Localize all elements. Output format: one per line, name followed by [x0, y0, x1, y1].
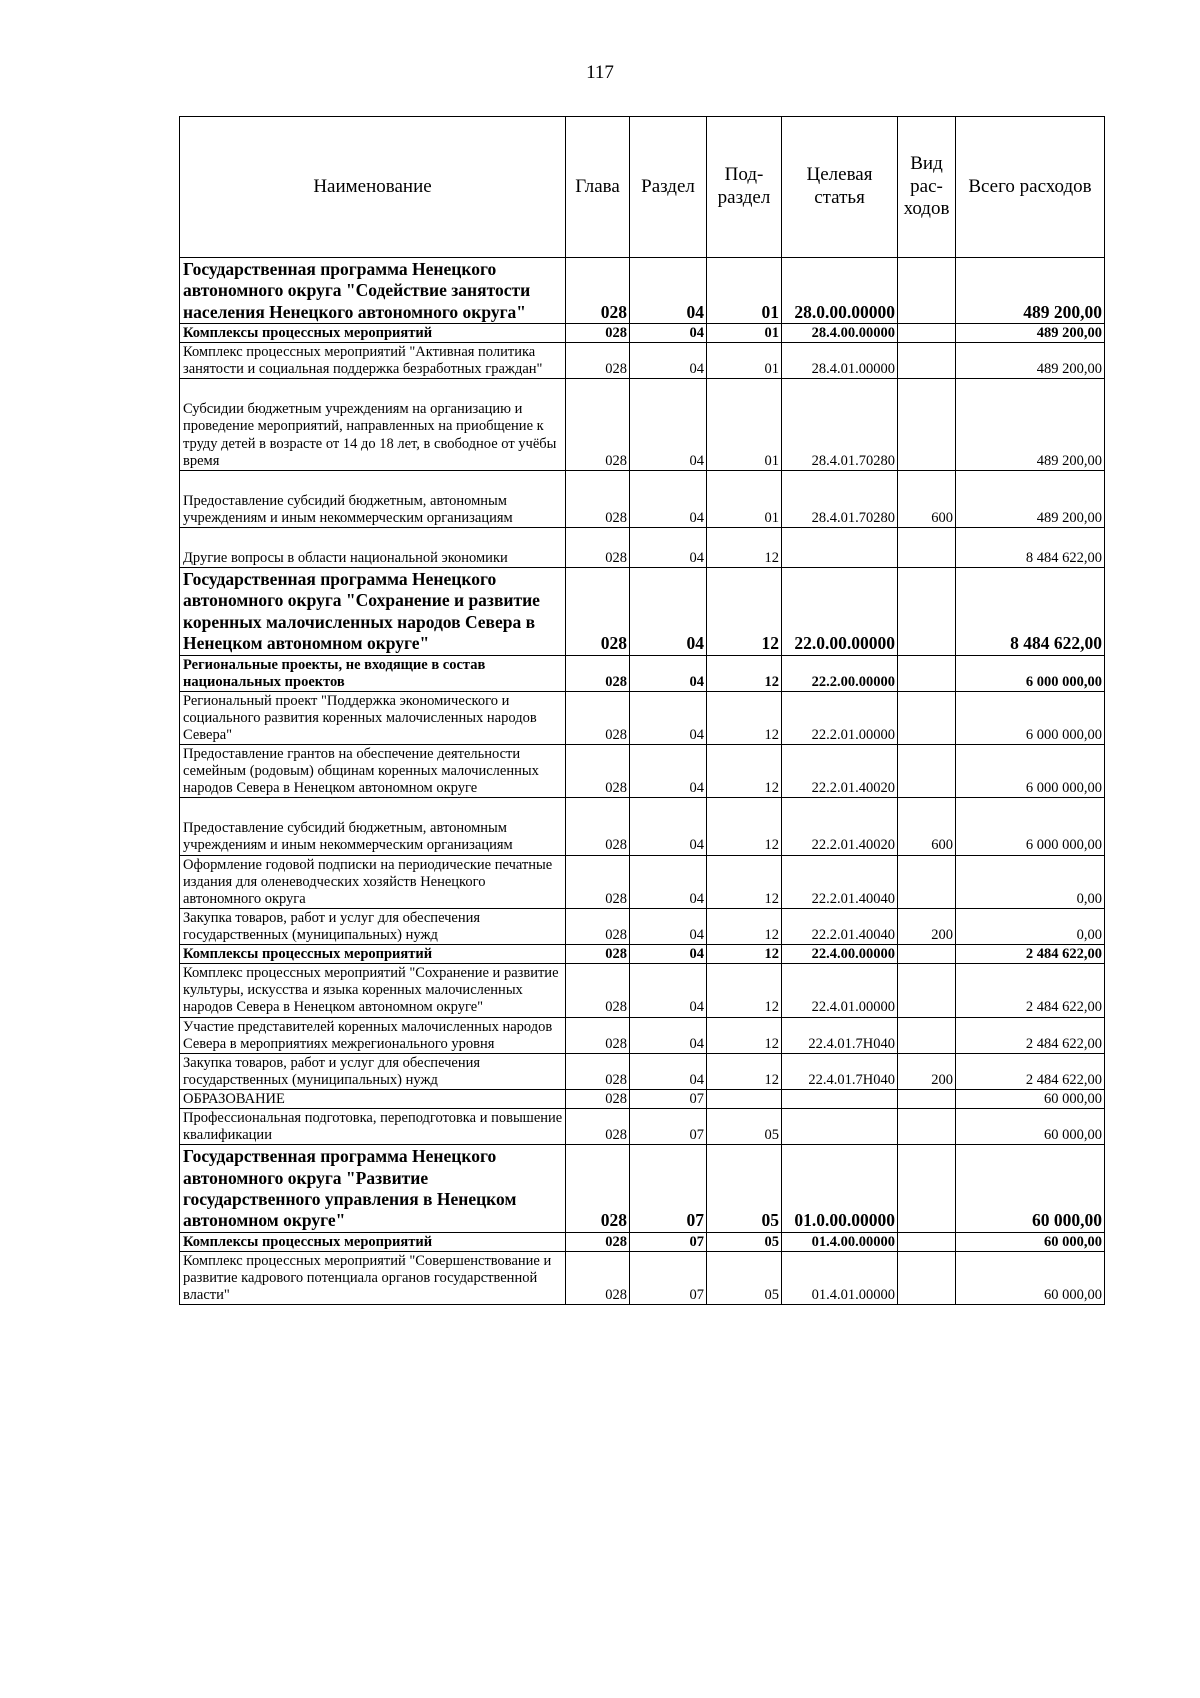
cell-tselevaya: 28.4.01.70280: [782, 470, 898, 527]
cell-tselevaya: 22.2.00.00000: [782, 655, 898, 691]
cell-razdel: 04: [630, 1017, 707, 1053]
cell-glava: 028: [566, 1251, 630, 1304]
cell-podrazdel: 01: [707, 470, 782, 527]
header-tselevaya-statya: Целевая статья: [782, 117, 898, 258]
cell-glava: 028: [566, 855, 630, 908]
cell-name: Комплексы процессных мероприятий: [180, 1232, 566, 1251]
table-row: [180, 1251, 1105, 1304]
cell-vid: [898, 655, 956, 691]
cell-vid: 600: [898, 798, 956, 855]
cell-podrazdel: 05: [707, 1109, 782, 1145]
cell-vsego: 2 484 622,00: [956, 1017, 1105, 1053]
cell-razdel: 04: [630, 470, 707, 527]
cell-razdel: 04: [630, 568, 707, 655]
cell-vid: [898, 1109, 956, 1145]
cell-vsego: 6 000 000,00: [956, 798, 1105, 855]
cell-glava: 028: [566, 1232, 630, 1251]
cell-name: Комплекс процессных мероприятий "Активная политика занятости и социальная поддержка безработных граждан": [180, 343, 566, 379]
cell-glava: 028: [566, 343, 630, 379]
cell-razdel: 04: [630, 745, 707, 798]
header-vsego-rashodov: Всего расходов: [956, 117, 1105, 258]
cell-razdel: 07: [630, 1145, 707, 1232]
cell-tselevaya: 22.0.00.00000: [782, 568, 898, 655]
table-row: [180, 964, 1105, 1017]
cell-glava: 028: [566, 1053, 630, 1089]
cell-vsego: 60 000,00: [956, 1232, 1105, 1251]
page-number: 117: [586, 62, 614, 83]
cell-podrazdel: 12: [707, 691, 782, 744]
cell-podrazdel: 12: [707, 1017, 782, 1053]
cell-name: Государственная программа Ненецкого автономного округа "Развитие государственного управления в Ненецком автономном округе": [180, 1145, 566, 1232]
cell-name: Предоставление субсидий бюджетным, автономным учреждениям и иным некоммерческим организациям: [180, 470, 566, 527]
cell-podrazdel: 01: [707, 343, 782, 379]
cell-name: Предоставление субсидий бюджетным, автономным учреждениям и иным некоммерческим организациям: [180, 798, 566, 855]
cell-vid: [898, 1017, 956, 1053]
header-glava: Глава: [566, 117, 630, 258]
cell-vid: [898, 343, 956, 379]
cell-name: Комплексы процессных мероприятий: [180, 945, 566, 964]
cell-razdel: 04: [630, 324, 707, 343]
table-row: [180, 324, 1105, 343]
cell-podrazdel: 12: [707, 528, 782, 568]
cell-vsego: 2 484 622,00: [956, 945, 1105, 964]
header-podrazdel: Под- раздел: [707, 117, 782, 258]
cell-vid: [898, 1090, 956, 1109]
cell-podrazdel: 12: [707, 655, 782, 691]
cell-name: Субсидии бюджетным учреждениям на организацию и проведение мероприятий, направленных на приобщение к труду детей в возрасте от 14 до 18 лет, в свободное от учёбы время: [180, 379, 566, 470]
cell-name: Участие представителей коренных малочисленных народов Севера в мероприятиях межрегионального уровня: [180, 1017, 566, 1053]
cell-glava: 028: [566, 798, 630, 855]
cell-tselevaya: 22.2.01.40040: [782, 855, 898, 908]
cell-vsego: 489 200,00: [956, 258, 1105, 324]
cell-vsego: 8 484 622,00: [956, 528, 1105, 568]
cell-tselevaya: 22.4.01.7Н040: [782, 1017, 898, 1053]
cell-podrazdel: 12: [707, 1053, 782, 1089]
header-razdel: Раздел: [630, 117, 707, 258]
cell-podrazdel: [707, 1090, 782, 1109]
cell-tselevaya: 28.4.00.00000: [782, 324, 898, 343]
cell-name: Предоставление грантов на обеспечение деятельности семейным (родовым) общинам коренных малочисленных народов Севера в Ненецком автономном округе: [180, 745, 566, 798]
cell-podrazdel: 05: [707, 1232, 782, 1251]
table-row: [180, 945, 1105, 964]
table-row: [180, 1090, 1105, 1109]
cell-name: Комплекс процессных мероприятий "Сохранение и развитие культуры, искусства и языка коренных малочисленных народов Севера в Ненецком автономном округе": [180, 964, 566, 1017]
table-row: [180, 855, 1105, 908]
cell-razdel: 04: [630, 908, 707, 944]
cell-glava: 028: [566, 568, 630, 655]
table-row: [180, 655, 1105, 691]
cell-name: Комплексы процессных мероприятий: [180, 324, 566, 343]
cell-podrazdel: 12: [707, 964, 782, 1017]
cell-vsego: 60 000,00: [956, 1251, 1105, 1304]
cell-tselevaya: 22.2.01.00000: [782, 691, 898, 744]
cell-tselevaya: 01.0.00.00000: [782, 1145, 898, 1232]
table-row: [180, 798, 1105, 855]
cell-tselevaya: [782, 1109, 898, 1145]
cell-vsego: 6 000 000,00: [956, 691, 1105, 744]
cell-podrazdel: 12: [707, 745, 782, 798]
cell-vid: [898, 964, 956, 1017]
cell-name: Закупка товаров, работ и услуг для обеспечения государственных (муниципальных) нужд: [180, 908, 566, 944]
cell-glava: 028: [566, 324, 630, 343]
table-row: [180, 379, 1105, 470]
table-row: [180, 1053, 1105, 1089]
cell-glava: 028: [566, 1145, 630, 1232]
cell-glava: 028: [566, 745, 630, 798]
cell-glava: 028: [566, 379, 630, 470]
cell-tselevaya: 22.4.01.00000: [782, 964, 898, 1017]
cell-podrazdel: 12: [707, 945, 782, 964]
cell-vid: [898, 945, 956, 964]
cell-glava: 028: [566, 655, 630, 691]
cell-vid: [898, 855, 956, 908]
cell-razdel: 04: [630, 964, 707, 1017]
table-row: [180, 258, 1105, 324]
cell-razdel: 04: [630, 343, 707, 379]
cell-razdel: 07: [630, 1090, 707, 1109]
cell-vid: 600: [898, 470, 956, 527]
cell-vid: 200: [898, 1053, 956, 1089]
table-row: [180, 1232, 1105, 1251]
cell-vid: 200: [898, 908, 956, 944]
cell-podrazdel: 01: [707, 324, 782, 343]
cell-podrazdel: 01: [707, 258, 782, 324]
cell-tselevaya: [782, 528, 898, 568]
cell-vsego: 0,00: [956, 908, 1105, 944]
cell-name: ОБРАЗОВАНИЕ: [180, 1090, 566, 1109]
cell-name: Другие вопросы в области национальной экономики: [180, 528, 566, 568]
cell-glava: 028: [566, 528, 630, 568]
cell-podrazdel: 12: [707, 855, 782, 908]
cell-vid: [898, 528, 956, 568]
cell-tselevaya: 22.2.01.40020: [782, 745, 898, 798]
cell-razdel: 04: [630, 855, 707, 908]
table-row: [180, 568, 1105, 655]
cell-vid: [898, 258, 956, 324]
header-name: Наименование: [180, 117, 566, 258]
cell-podrazdel: 12: [707, 908, 782, 944]
cell-vsego: 489 200,00: [956, 470, 1105, 527]
cell-vid: [898, 324, 956, 343]
cell-vsego: 489 200,00: [956, 379, 1105, 470]
cell-razdel: 04: [630, 528, 707, 568]
table-row: [180, 745, 1105, 798]
cell-name: Профессиональная подготовка, переподготовка и повышение квалификации: [180, 1109, 566, 1145]
cell-podrazdel: 12: [707, 798, 782, 855]
cell-razdel: 04: [630, 1053, 707, 1089]
table-row: [180, 1017, 1105, 1053]
cell-tselevaya: 22.2.01.40040: [782, 908, 898, 944]
header-vid-rashodov: Вид рас- ходов: [898, 117, 956, 258]
cell-glava: 028: [566, 470, 630, 527]
cell-name: Государственная программа Ненецкого автономного округа "Содействие занятости населения Ненецкого автономного округа": [180, 258, 566, 324]
table-row: [180, 1109, 1105, 1145]
cell-glava: 028: [566, 1090, 630, 1109]
table-row: [180, 691, 1105, 744]
cell-vid: [898, 1232, 956, 1251]
cell-name: Региональный проект "Поддержка экономического и социального развития коренных малочисленных народов Севера": [180, 691, 566, 744]
cell-tselevaya: [782, 1090, 898, 1109]
cell-name: Региональные проекты, не входящие в состав национальных проектов: [180, 655, 566, 691]
cell-podrazdel: 12: [707, 568, 782, 655]
cell-tselevaya: 28.4.01.00000: [782, 343, 898, 379]
cell-vsego: 2 484 622,00: [956, 964, 1105, 1017]
cell-glava: 028: [566, 945, 630, 964]
cell-tselevaya: 28.0.00.00000: [782, 258, 898, 324]
cell-vid: [898, 1145, 956, 1232]
cell-tselevaya: 01.4.00.00000: [782, 1232, 898, 1251]
cell-tselevaya: 22.4.01.7Н040: [782, 1053, 898, 1089]
cell-vsego: 60 000,00: [956, 1090, 1105, 1109]
cell-razdel: 04: [630, 258, 707, 324]
table-header-row: [180, 117, 1105, 258]
cell-name: Оформление годовой подписки на периодические печатные издания для оленеводческих хозяйств Ненецкого автономного округа: [180, 855, 566, 908]
cell-tselevaya: 28.4.01.70280: [782, 379, 898, 470]
cell-glava: 028: [566, 964, 630, 1017]
table-row: [180, 343, 1105, 379]
cell-vsego: 489 200,00: [956, 343, 1105, 379]
cell-podrazdel: 05: [707, 1145, 782, 1232]
cell-tselevaya: 01.4.01.00000: [782, 1251, 898, 1304]
cell-glava: 028: [566, 1017, 630, 1053]
cell-name: Государственная программа Ненецкого автономного округа "Сохранение и развитие коренных малочисленных народов Севера в Ненецком автономном округе": [180, 568, 566, 655]
table-row: [180, 528, 1105, 568]
cell-tselevaya: 22.4.00.00000: [782, 945, 898, 964]
table-row: [180, 1145, 1105, 1232]
cell-vid: [898, 568, 956, 655]
cell-vsego: 6 000 000,00: [956, 655, 1105, 691]
cell-razdel: 04: [630, 379, 707, 470]
cell-vsego: 489 200,00: [956, 324, 1105, 343]
cell-razdel: 04: [630, 798, 707, 855]
cell-vsego: 0,00: [956, 855, 1105, 908]
cell-vid: [898, 691, 956, 744]
cell-vid: [898, 745, 956, 798]
cell-glava: 028: [566, 908, 630, 944]
cell-name: Комплекс процессных мероприятий "Совершенствование и развитие кадрового потенциала органов государственной власти": [180, 1251, 566, 1304]
cell-vsego: 8 484 622,00: [956, 568, 1105, 655]
cell-vsego: 60 000,00: [956, 1145, 1105, 1232]
cell-glava: 028: [566, 1109, 630, 1145]
cell-razdel: 04: [630, 655, 707, 691]
cell-vsego: 6 000 000,00: [956, 745, 1105, 798]
cell-razdel: 07: [630, 1109, 707, 1145]
cell-podrazdel: 05: [707, 1251, 782, 1304]
cell-podrazdel: 01: [707, 379, 782, 470]
cell-glava: 028: [566, 691, 630, 744]
cell-vid: [898, 379, 956, 470]
cell-razdel: 07: [630, 1232, 707, 1251]
cell-vsego: 2 484 622,00: [956, 1053, 1105, 1089]
table-row: [180, 908, 1105, 944]
budget-table: [179, 116, 1105, 1305]
cell-razdel: 04: [630, 945, 707, 964]
cell-razdel: 04: [630, 691, 707, 744]
cell-vid: [898, 1251, 956, 1304]
cell-razdel: 07: [630, 1251, 707, 1304]
cell-glava: 028: [566, 258, 630, 324]
table-row: [180, 470, 1105, 527]
cell-vsego: 60 000,00: [956, 1109, 1105, 1145]
cell-tselevaya: 22.2.01.40020: [782, 798, 898, 855]
cell-name: Закупка товаров, работ и услуг для обеспечения государственных (муниципальных) нужд: [180, 1053, 566, 1089]
